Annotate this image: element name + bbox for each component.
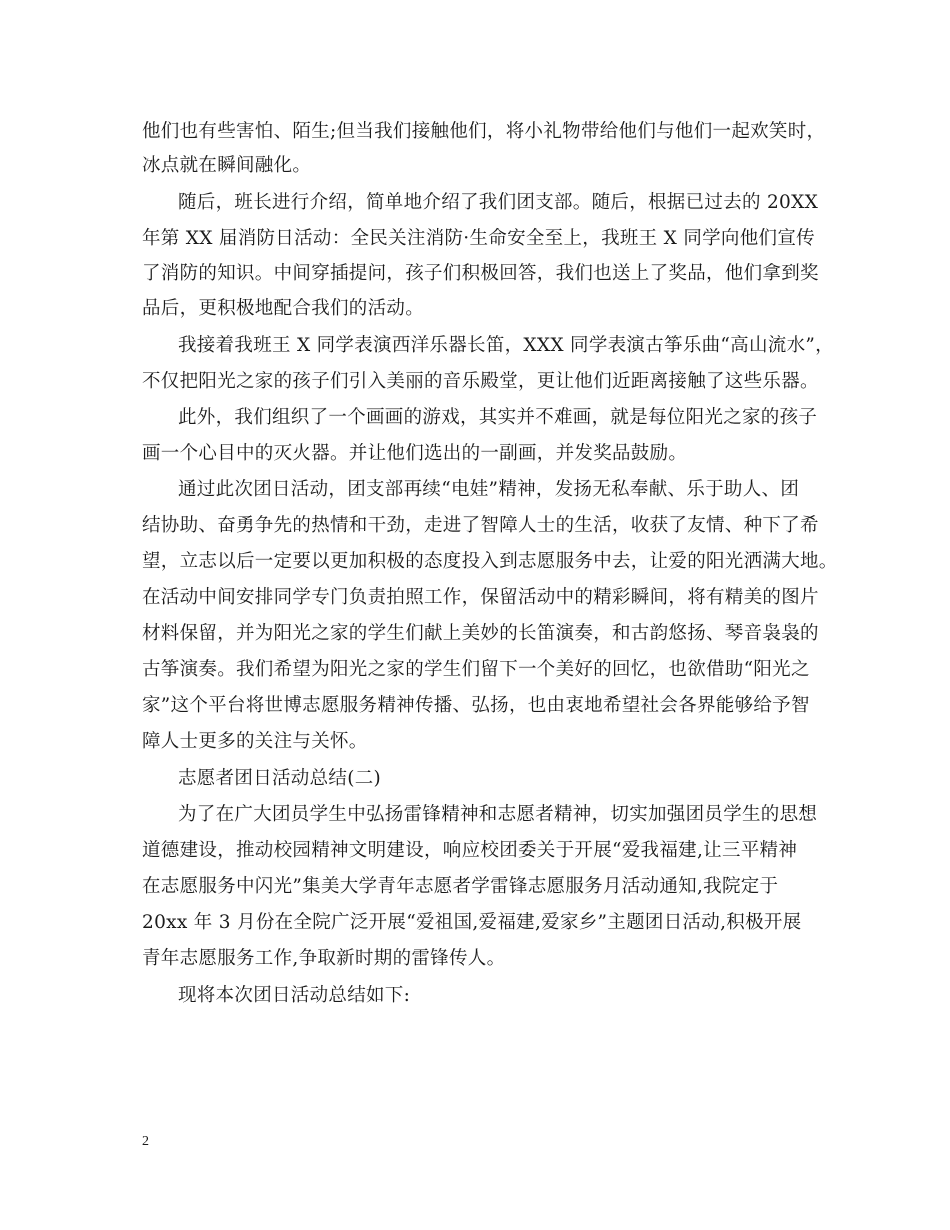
text-line: 冰点就在瞬间融化。 xyxy=(142,155,312,176)
text-line: 家”这个平台将世博志愿服务精神传播、弘扬，也由衷地希望社会各界能够给予智 xyxy=(142,695,810,716)
text-line: 不仅把阳光之家的孩子们引入美丽的音乐殿堂，更让他们近距离接触了这些乐器。 xyxy=(142,371,819,392)
text-line: 青年志愿服务工作,争取新时期的雷锋传人。 xyxy=(142,948,506,969)
text-line: 他们也有些害怕、陌生;但当我们接触他们，将小礼物带给他们与他们一起欢笑时， xyxy=(142,121,826,142)
text-line: 结协助、奋勇争先的热情和干劲，走进了智障人士的生活，收获了友情、种下了希 xyxy=(142,515,819,536)
text-line: 画一个心目中的灭火器。并让他们选出的一副画，并发奖品鼓励。 xyxy=(142,443,688,464)
text-line: 在活动中间安排同学专门负责拍照工作，保留活动中的精彩瞬间，将有精美的图片 xyxy=(142,587,819,608)
text-line: 障人士更多的关注与关怀。 xyxy=(142,731,368,752)
text-line: 道德建设，推动校园精神文明建设，响应校团委关于开展“爱我福建,让三平精神 xyxy=(142,840,798,861)
text-line: 在志愿服务中闪光”集美大学青年志愿者学雷锋志愿服务月活动通知,我院定于 xyxy=(142,876,779,897)
text-line: 古筝演奏。我们希望为阳光之家的学生们留下一个美好的回忆，也欲借助“阳光之 xyxy=(142,659,810,680)
text-line: 我接着我班王 X 同学表演西洋乐器长笛，XXX 同学表演古筝乐曲“高山流水”， xyxy=(178,335,834,356)
text-line: 材料保留，并为阳光之家的学生们献上美妙的长笛演奏，和古韵悠扬、琴音袅袅的 xyxy=(142,623,819,644)
text-line: 望，立志以后一定要以更加积极的态度投入到志愿服务中去，让爱的阳光洒满大地。 xyxy=(142,551,838,572)
text-line: 20xx 年 3 月份在全院广泛开展“爱祖国,爱福建,爱家乡”主题团日活动,积极开展 xyxy=(142,912,802,933)
text-line: 品后，更积极地配合我们的活动。 xyxy=(142,298,425,319)
text-line: 此外，我们组织了一个画画的游戏，其实并不难画，就是每位阳光之家的孩子 xyxy=(178,407,818,428)
text-line: 为了在广大团员学生中弘扬雷锋精神和志愿者精神，切实加强团员学生的思想 xyxy=(178,804,818,825)
text-line: 随后，班长进行介绍，简单地介绍了我们团支部。随后，根据已过去的 20XX xyxy=(178,192,819,213)
text-line: 现将本次团日活动总结如下: xyxy=(178,985,411,1006)
page-number: 2 xyxy=(142,1134,149,1149)
section-heading: 志愿者团日活动总结(二) xyxy=(178,768,382,789)
text-line: 通过此次团日活动，团支部再续“电娃”精神，发扬无私奉献、乐于助人、团 xyxy=(178,479,800,500)
text-line: 了消防的知识。中间穿插提问，孩子们积极回答，我们也送上了奖品，他们拿到奖 xyxy=(142,263,819,284)
text-line: 年第 XX 届消防日活动：全民关注消防·生命安全至上，我班王 X 同学向他们宣传 xyxy=(142,228,815,249)
